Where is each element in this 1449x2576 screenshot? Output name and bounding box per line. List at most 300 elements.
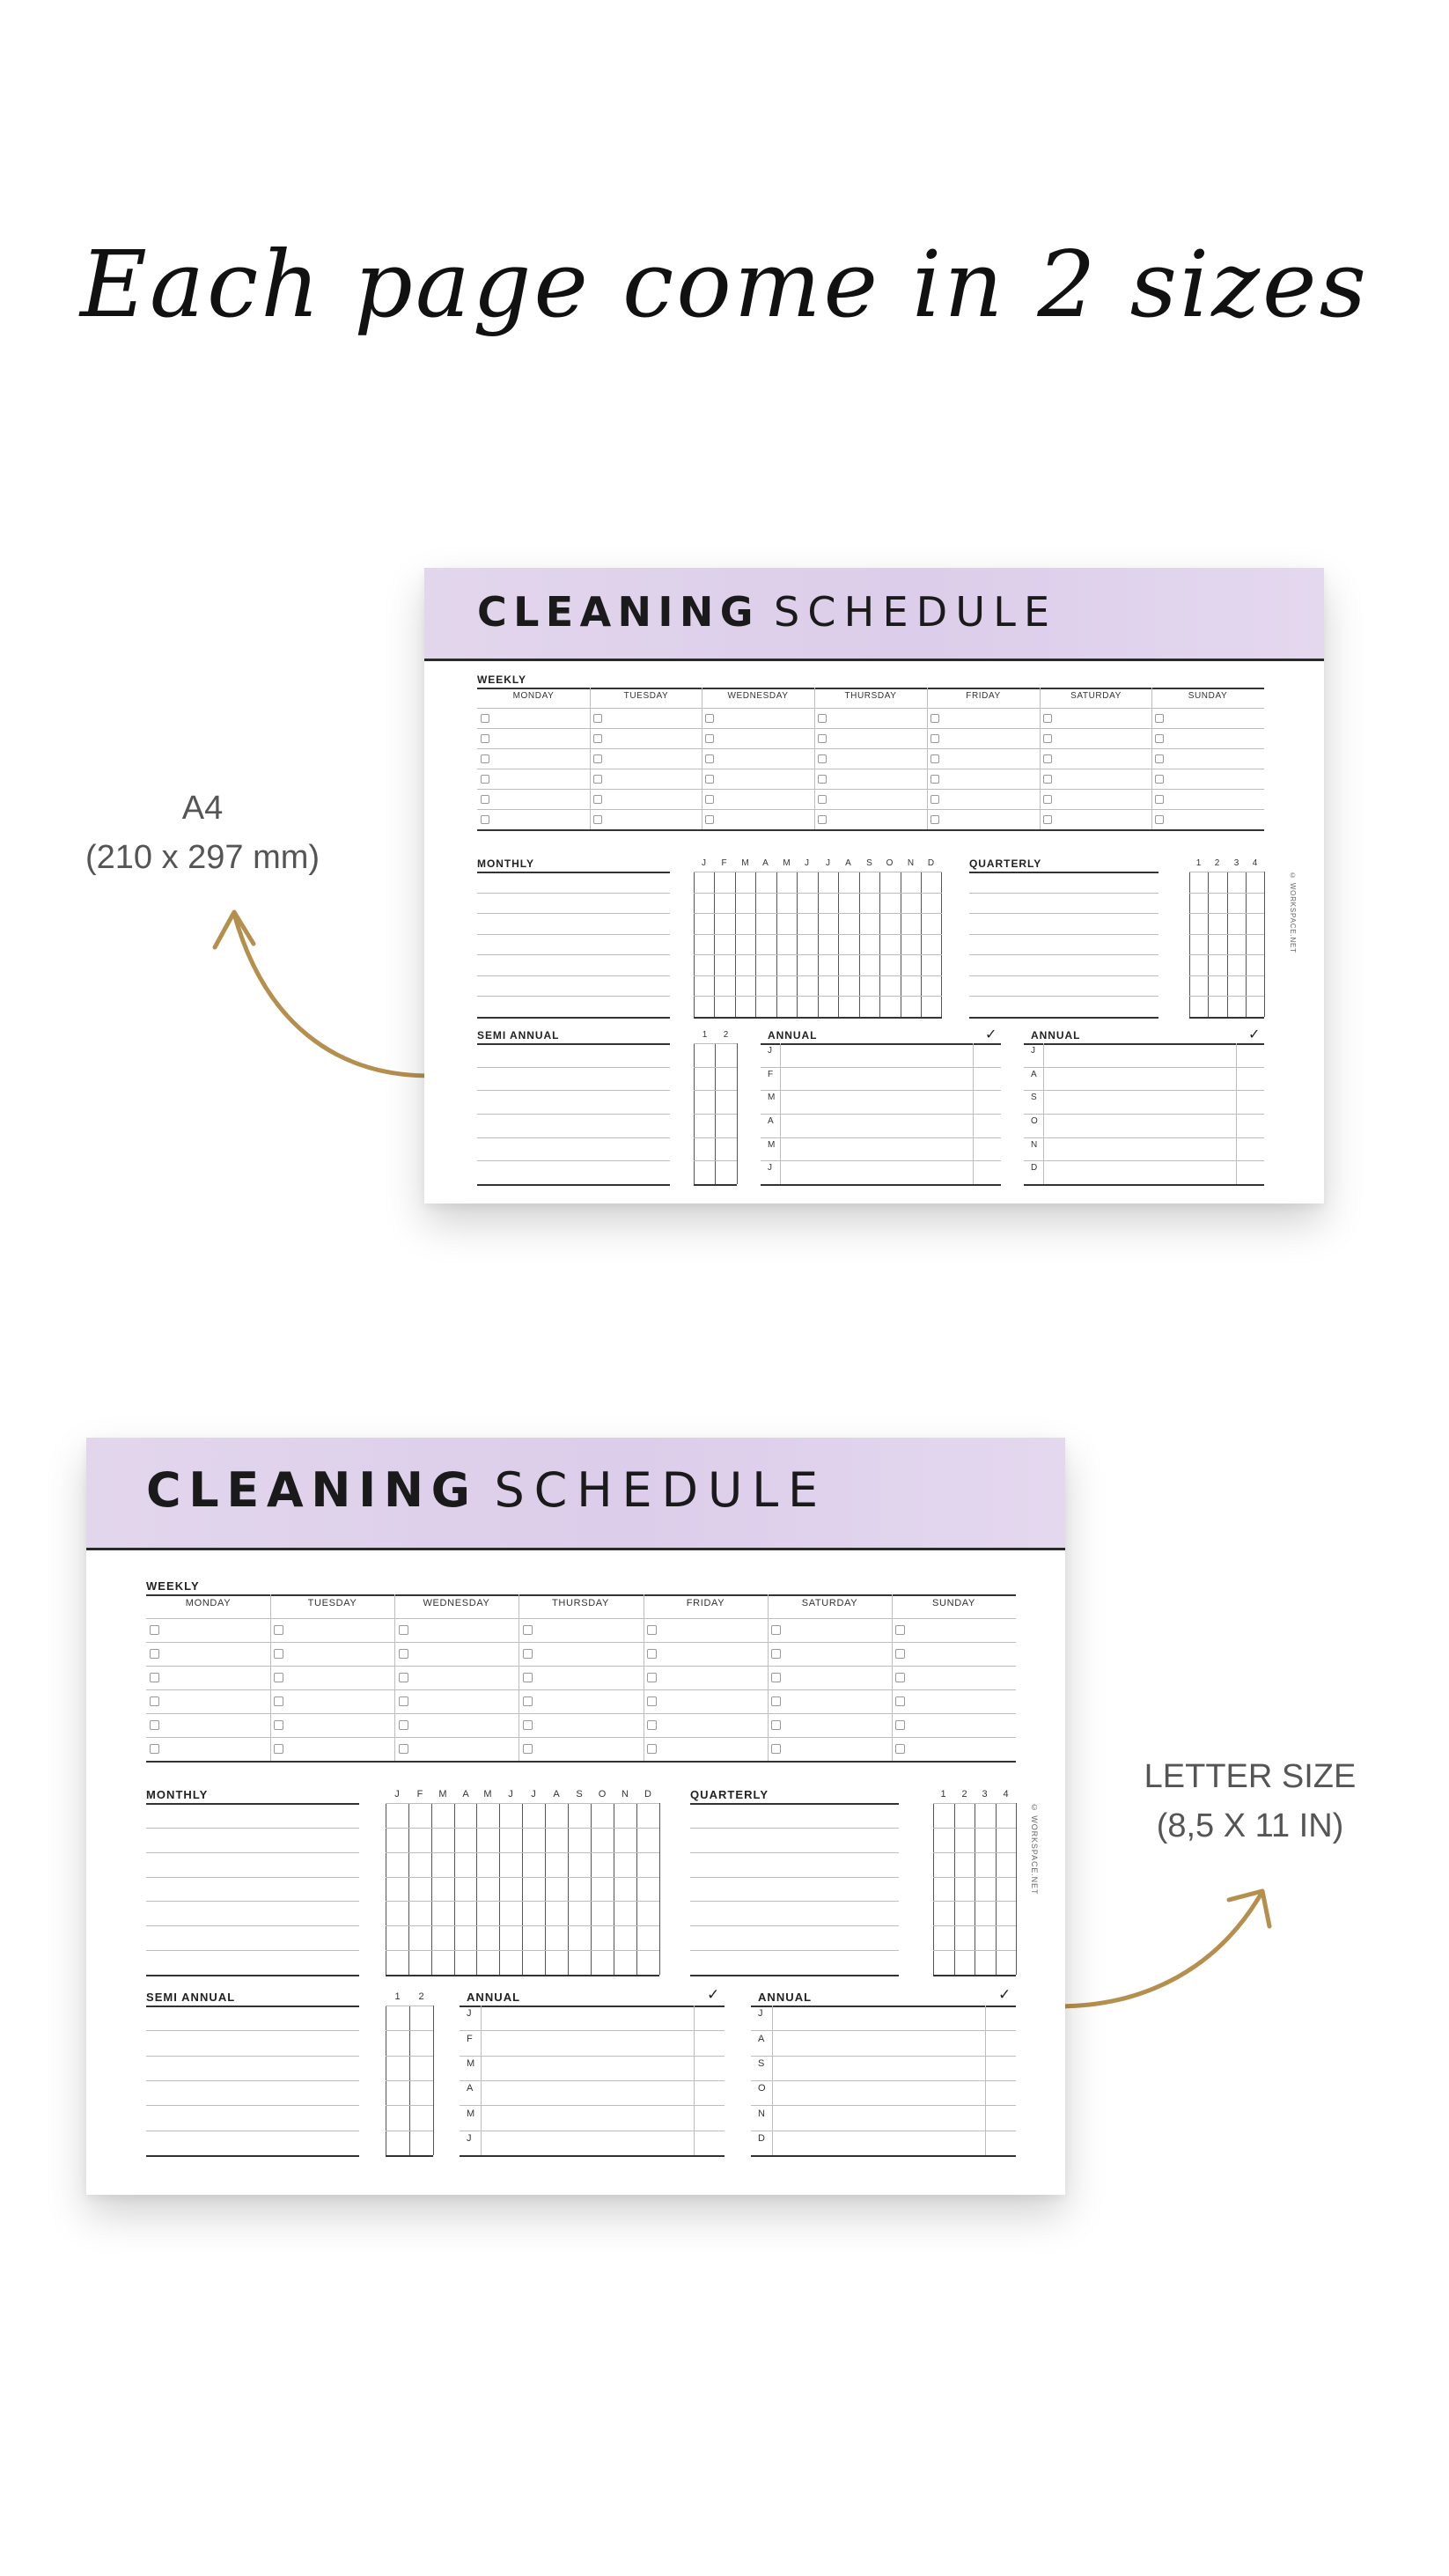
annual-label-first: ANNUAL xyxy=(768,1029,818,1041)
task-checkbox xyxy=(150,1673,159,1682)
task-checkbox xyxy=(481,734,489,743)
weekday-header: THURSDAY xyxy=(552,1598,609,1608)
annual-month-letter: J xyxy=(467,2008,472,2019)
task-checkbox xyxy=(647,1649,657,1659)
monthly-label: MONTHLY xyxy=(146,1788,209,1801)
annual-month-letter: N xyxy=(758,2109,765,2119)
task-checkbox xyxy=(523,1673,533,1682)
task-checkbox xyxy=(523,1649,533,1659)
grid-row-line xyxy=(694,1160,737,1161)
weekday-header: SATURDAY xyxy=(1070,691,1122,701)
task-checkbox xyxy=(1155,714,1164,723)
grid-row-line xyxy=(386,1877,659,1878)
task-checkbox xyxy=(1155,775,1164,784)
annual-row-line xyxy=(761,1160,1001,1161)
writing-line xyxy=(477,996,670,997)
writing-line xyxy=(477,954,670,955)
annual-month-letter: S xyxy=(1031,1093,1037,1102)
title-bold: CLEANING xyxy=(477,588,760,636)
grid-top-rule xyxy=(386,1803,659,1804)
grid-column-line xyxy=(636,1803,637,1975)
writing-line xyxy=(146,2155,359,2157)
grid-row-line xyxy=(1189,996,1264,997)
grid-top-rule xyxy=(933,1803,1016,1804)
half-header: 1 xyxy=(394,1991,401,2002)
writing-line xyxy=(969,996,1158,997)
weekly-label: WEEKLY xyxy=(146,1579,200,1593)
task-checkbox xyxy=(274,1744,283,1754)
task-checkbox xyxy=(930,775,939,784)
grid-top-rule xyxy=(694,1043,737,1044)
annual-row-line xyxy=(761,1114,1001,1115)
task-checkbox xyxy=(771,1720,781,1730)
weekday-header: SUNDAY xyxy=(1188,691,1228,701)
letter-planner-sheet xyxy=(86,1438,1065,2195)
task-checkbox xyxy=(1155,815,1164,824)
semi-annual-label: SEMI ANNUAL xyxy=(146,1991,236,2004)
writing-line xyxy=(969,954,1158,955)
grid-row-line xyxy=(933,1901,1016,1902)
grid-column-line xyxy=(933,1803,934,1975)
task-checkbox xyxy=(771,1625,781,1635)
weekly-row-rule xyxy=(146,1689,1016,1690)
task-checkbox xyxy=(150,1649,159,1659)
annual-month-letter: M xyxy=(768,1093,776,1102)
sheet-header xyxy=(86,1438,1065,1550)
writing-line xyxy=(969,913,1158,914)
weekly-top-rule xyxy=(477,688,1264,689)
annual-month-letter: J xyxy=(768,1046,772,1056)
task-checkbox xyxy=(593,775,602,784)
month-header: S xyxy=(576,1789,583,1800)
month-header: A xyxy=(762,858,769,868)
task-checkbox xyxy=(771,1673,781,1682)
grid-row-line xyxy=(386,2080,433,2081)
task-checkbox xyxy=(399,1696,408,1706)
writing-line xyxy=(146,2030,359,2031)
sheet-title xyxy=(146,1462,827,1518)
grid-column-line xyxy=(996,1803,997,1975)
task-checkbox xyxy=(930,734,939,743)
annual-row-line xyxy=(761,1090,1001,1091)
weekly-top-rule xyxy=(146,1594,1016,1596)
annual-row-line xyxy=(460,2155,724,2157)
task-checkbox xyxy=(1155,795,1164,804)
writing-line xyxy=(477,1137,670,1138)
grid-row-line xyxy=(694,1184,737,1186)
weekday-divider xyxy=(892,1594,893,1761)
annual-label-first: ANNUAL xyxy=(467,1991,521,2004)
task-checkbox xyxy=(150,1720,159,1730)
weekday-divider xyxy=(927,688,928,829)
month-header: J xyxy=(805,858,809,868)
task-checkbox xyxy=(1043,714,1052,723)
half-header: 2 xyxy=(418,1991,424,2002)
annual-row-line xyxy=(761,1184,1001,1186)
grid-row-line xyxy=(694,954,942,955)
task-checkbox xyxy=(647,1744,657,1754)
task-checkbox xyxy=(481,714,489,723)
month-header: M xyxy=(741,858,749,868)
task-checkbox xyxy=(895,1744,905,1754)
annual-label-second: ANNUAL xyxy=(758,1991,813,2004)
month-header: D xyxy=(927,858,935,868)
weekday-header: THURSDAY xyxy=(844,691,897,701)
weekly-row-rule xyxy=(146,1761,1016,1763)
quarter-header: 3 xyxy=(982,1789,988,1800)
writing-line xyxy=(477,1090,670,1091)
task-checkbox xyxy=(818,714,827,723)
quarter-header: 1 xyxy=(940,1789,946,1800)
weekly-row-rule xyxy=(146,1618,1016,1619)
writing-line xyxy=(146,1975,359,1976)
task-checkbox xyxy=(705,754,714,763)
grid-row-line xyxy=(694,1114,737,1115)
weekday-header: FRIDAY xyxy=(966,691,1001,701)
letter-size-label xyxy=(1105,1752,1395,1851)
grid-row-line xyxy=(1189,893,1264,894)
grid-row-line xyxy=(694,913,942,914)
month-header: J xyxy=(702,858,706,868)
annual-month-letter: A xyxy=(467,2083,474,2094)
annual-row-line xyxy=(761,1137,1001,1138)
grid-column-line xyxy=(476,1803,477,1975)
month-header: A xyxy=(845,858,851,868)
grid-column-line xyxy=(522,1803,523,1975)
task-checkbox xyxy=(399,1673,408,1682)
grid-row-line xyxy=(694,1137,737,1138)
writing-line xyxy=(969,1017,1158,1019)
writing-line xyxy=(146,2056,359,2057)
writing-line xyxy=(477,1184,670,1186)
quarter-header: 3 xyxy=(1233,858,1239,868)
grid-row-line xyxy=(1189,975,1264,976)
task-checkbox xyxy=(705,795,714,804)
writing-line xyxy=(969,934,1158,935)
month-header: M xyxy=(783,858,791,868)
task-checkbox xyxy=(895,1625,905,1635)
writing-line xyxy=(146,1852,359,1853)
grid-column-line xyxy=(454,1803,455,1975)
sheet-title xyxy=(477,588,1057,636)
weekday-divider xyxy=(1151,688,1152,829)
task-checkbox xyxy=(1043,734,1052,743)
quarter-header: 1 xyxy=(1195,858,1202,868)
quarterly-label: QUARTERLY xyxy=(969,857,1042,870)
quarter-header: 4 xyxy=(1252,858,1258,868)
annual-month-letter: J xyxy=(758,2008,763,2019)
task-checkbox xyxy=(1155,754,1164,763)
task-checkbox xyxy=(771,1649,781,1659)
weekly-row-rule xyxy=(477,789,1264,790)
writing-line xyxy=(690,1852,899,1853)
grid-column-line xyxy=(1264,872,1265,1017)
checkmark-icon: ✓ xyxy=(998,1986,1011,2004)
quarter-header: 2 xyxy=(961,1789,967,1800)
writing-line xyxy=(146,1828,359,1829)
grid-column-line xyxy=(737,1043,738,1184)
task-checkbox xyxy=(895,1649,905,1659)
grid-row-line xyxy=(386,1950,659,1951)
grid-row-line xyxy=(694,1017,942,1019)
side-copyright: © WORKSPACE.NET xyxy=(1030,1803,1039,1895)
letter-arrow-icon xyxy=(1030,1875,1285,2025)
writing-line xyxy=(477,913,670,914)
month-header: A xyxy=(553,1789,560,1800)
writing-line xyxy=(146,1950,359,1951)
task-checkbox xyxy=(593,795,602,804)
task-checkbox xyxy=(523,1744,533,1754)
section-top-rule xyxy=(477,1043,670,1045)
annual-row-line xyxy=(1024,1090,1264,1091)
task-checkbox xyxy=(930,795,939,804)
weekday-header: SATURDAY xyxy=(801,1598,858,1608)
month-header: F xyxy=(721,858,727,868)
grid-row-line xyxy=(1189,954,1264,955)
task-checkbox xyxy=(523,1696,533,1706)
checkmark-icon: ✓ xyxy=(1248,1026,1261,1042)
annual-month-letter: D xyxy=(758,2133,765,2144)
annual-row-line xyxy=(460,2080,724,2081)
grid-row-line xyxy=(386,1925,659,1926)
task-checkbox xyxy=(1043,815,1052,824)
quarter-header: 4 xyxy=(1003,1789,1009,1800)
grid-column-line xyxy=(408,1803,409,1975)
writing-line xyxy=(146,2105,359,2106)
annual-row-line xyxy=(751,2030,1016,2031)
writing-line xyxy=(477,1114,670,1115)
annual-month-letter: F xyxy=(467,2034,473,2044)
weekday-divider xyxy=(1040,688,1041,829)
half-header: 2 xyxy=(723,1030,729,1040)
task-checkbox xyxy=(274,1720,283,1730)
task-checkbox xyxy=(818,795,827,804)
grid-row-line xyxy=(1189,913,1264,914)
annual-row-line xyxy=(751,2056,1016,2057)
task-checkbox xyxy=(399,1625,408,1635)
month-header: O xyxy=(886,858,894,868)
weekday-header: SUNDAY xyxy=(932,1598,975,1608)
grid-row-line xyxy=(386,2056,433,2057)
weekly-row-rule xyxy=(477,809,1264,810)
task-checkbox xyxy=(705,734,714,743)
grid-row-line xyxy=(694,893,942,894)
weekday-divider xyxy=(394,1594,395,1761)
annual-row-line xyxy=(1024,1160,1264,1161)
month-header: S xyxy=(866,858,872,868)
month-header: M xyxy=(483,1789,492,1800)
annual-top-rule xyxy=(1024,1043,1264,1045)
annual-month-letter: S xyxy=(758,2058,765,2069)
a4-size-dimensions: (210 x 297 mm) xyxy=(85,839,320,876)
task-checkbox xyxy=(647,1625,657,1635)
weekly-row-rule xyxy=(146,1666,1016,1667)
task-checkbox xyxy=(647,1720,657,1730)
weekly-row-rule xyxy=(477,748,1264,749)
task-checkbox xyxy=(150,1625,159,1635)
grid-row-line xyxy=(933,1828,1016,1829)
writing-line xyxy=(146,1901,359,1902)
grid-row-line xyxy=(933,1950,1016,1951)
task-checkbox xyxy=(593,754,602,763)
annual-month-letter: J xyxy=(1031,1046,1035,1056)
grid-row-line xyxy=(386,1852,659,1853)
annual-top-rule xyxy=(751,2006,1016,2007)
month-header: N xyxy=(622,1789,629,1800)
writing-line xyxy=(477,975,670,976)
task-checkbox xyxy=(895,1673,905,1682)
writing-line xyxy=(146,1877,359,1878)
weekday-divider xyxy=(270,1594,271,1761)
task-checkbox xyxy=(818,734,827,743)
grid-row-line xyxy=(386,1828,659,1829)
writing-line xyxy=(477,1017,670,1019)
task-checkbox xyxy=(647,1673,657,1682)
month-header: J xyxy=(826,858,830,868)
sheet-header xyxy=(424,568,1324,661)
annual-month-letter: M xyxy=(467,2109,475,2119)
section-top-rule xyxy=(146,1803,359,1805)
section-top-rule xyxy=(146,2006,359,2007)
annual-top-rule xyxy=(761,1043,1001,1045)
weekday-divider xyxy=(590,688,591,829)
annual-month-letter: O xyxy=(1031,1116,1038,1126)
task-checkbox xyxy=(593,714,602,723)
grid-column-line xyxy=(433,2006,434,2155)
grid-row-line xyxy=(694,975,942,976)
task-checkbox xyxy=(771,1744,781,1754)
writing-line xyxy=(690,1877,899,1878)
weekly-row-rule xyxy=(477,829,1264,831)
task-checkbox xyxy=(399,1744,408,1754)
weekday-divider xyxy=(768,1594,769,1761)
annual-row-line xyxy=(1024,1184,1264,1186)
month-header: J xyxy=(531,1789,536,1800)
weekly-row-rule xyxy=(146,1737,1016,1738)
task-checkbox xyxy=(930,815,939,824)
grid-row-line xyxy=(386,2030,433,2031)
a4-size-name: A4 xyxy=(181,790,224,827)
letter-size-dimensions: (8,5 X 11 IN) xyxy=(1156,1807,1344,1844)
writing-line xyxy=(477,893,670,894)
writing-line xyxy=(477,934,670,935)
grid-row-line xyxy=(694,1090,737,1091)
annual-row-line xyxy=(460,2105,724,2106)
task-checkbox xyxy=(1043,775,1052,784)
grid-row-line xyxy=(694,1067,737,1068)
task-checkbox xyxy=(930,754,939,763)
task-checkbox xyxy=(930,714,939,723)
annual-month-letter: A xyxy=(768,1116,774,1126)
grid-row-line xyxy=(386,2155,433,2157)
task-checkbox xyxy=(274,1649,283,1659)
task-checkbox xyxy=(818,754,827,763)
annual-row-line xyxy=(761,1067,1001,1068)
weekly-row-rule xyxy=(477,708,1264,709)
task-checkbox xyxy=(523,1625,533,1635)
grid-column-line xyxy=(568,1803,569,1975)
month-header: O xyxy=(598,1789,607,1800)
weekday-header: TUESDAY xyxy=(307,1598,357,1608)
task-checkbox xyxy=(399,1649,408,1659)
weekday-header: TUESDAY xyxy=(623,691,669,701)
task-checkbox xyxy=(481,775,489,784)
quarter-header: 2 xyxy=(1214,858,1220,868)
task-checkbox xyxy=(705,775,714,784)
month-header: D xyxy=(644,1789,651,1800)
task-checkbox xyxy=(771,1696,781,1706)
annual-row-line xyxy=(751,2080,1016,2081)
annual-row-line xyxy=(1024,1114,1264,1115)
grid-column-line xyxy=(499,1803,500,1975)
task-checkbox xyxy=(1043,754,1052,763)
task-checkbox xyxy=(593,734,602,743)
a4-size-label xyxy=(70,784,335,882)
annual-month-letter: O xyxy=(758,2083,766,2094)
section-top-rule xyxy=(969,872,1158,873)
grid-row-line xyxy=(933,1925,1016,1926)
section-top-rule xyxy=(477,872,670,873)
a4-planner-sheet xyxy=(424,568,1324,1203)
month-header: A xyxy=(462,1789,469,1800)
annual-label-second: ANNUAL xyxy=(1031,1029,1081,1041)
month-header: N xyxy=(907,858,915,868)
task-checkbox xyxy=(274,1696,283,1706)
checkmark-icon: ✓ xyxy=(707,1986,720,2004)
letter-size-name: LETTER SIZE xyxy=(1144,1758,1357,1795)
task-checkbox xyxy=(895,1696,905,1706)
task-checkbox xyxy=(274,1673,283,1682)
grid-column-line xyxy=(659,1803,660,1975)
quarterly-label: QUARTERLY xyxy=(690,1788,769,1801)
weekly-row-rule xyxy=(146,1642,1016,1643)
side-copyright: © WORKSPACE.NET xyxy=(1289,872,1297,953)
task-checkbox xyxy=(399,1720,408,1730)
task-checkbox xyxy=(705,815,714,824)
month-header: F xyxy=(416,1789,423,1800)
grid-row-line xyxy=(694,934,942,935)
weekday-header: MONDAY xyxy=(185,1598,232,1608)
annual-row-line xyxy=(460,2030,724,2031)
headline: Each page come in 2 sizes xyxy=(80,231,1369,338)
grid-column-line xyxy=(431,1803,432,1975)
annual-row-line xyxy=(751,2105,1016,2106)
grid-row-line xyxy=(1189,934,1264,935)
weekday-header: MONDAY xyxy=(512,691,555,701)
grid-column-line xyxy=(545,1803,546,1975)
annual-row-line xyxy=(1024,1067,1264,1068)
grid-column-line xyxy=(1016,1803,1017,1975)
task-checkbox xyxy=(593,815,602,824)
month-header: J xyxy=(508,1789,513,1800)
a4-arrow-icon xyxy=(202,889,449,1092)
grid-row-line xyxy=(386,1901,659,1902)
grid-row-line xyxy=(933,1975,1016,1976)
task-checkbox xyxy=(705,714,714,723)
task-checkbox xyxy=(895,1720,905,1730)
month-header: M xyxy=(438,1789,447,1800)
writing-line xyxy=(690,1828,899,1829)
task-checkbox xyxy=(481,815,489,824)
title-light: SCHEDULE xyxy=(773,588,1058,636)
weekday-divider xyxy=(814,688,815,829)
writing-line xyxy=(690,1975,899,1976)
half-header: 1 xyxy=(702,1030,708,1040)
annual-row-line xyxy=(1024,1137,1264,1138)
annual-month-letter: N xyxy=(1031,1140,1038,1150)
title-bold: CLEANING xyxy=(146,1462,478,1518)
task-checkbox xyxy=(274,1625,283,1635)
